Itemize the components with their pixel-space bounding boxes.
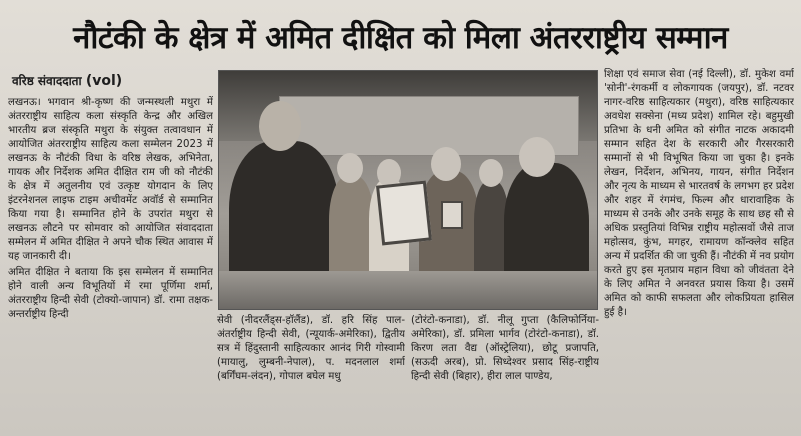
article-column-4: [604, 68, 794, 432]
byline: [12, 72, 212, 89]
photo-person-head: [337, 153, 363, 183]
article-column-1: [8, 96, 213, 432]
article-paragraph: शिक्षा एवं समाज सेवा (नई दिल्ली), डॉ. मुकेश वर्मा 'सोनी'-रंगकर्मी व लोकगायक (जयपुर), डॉ. नटवर नागर-वरिष्ठ साहित्यकार (मथुरा), वरिष्ठ साहित्यकार अवधेश सक्सेना (मध्य प्रदेश) शामिल रहे। बहुमुखी प्रतिभा के धनी अमित को संगीत नाटक अकादमी सम्मान सहित देश के सरकारी और गैरसरकारी सम्मानों से भी विभूषित किया जा चुका है। इनके लेखन, निर्देशन, अभिनय, गायन, संगीत निर्देशन और नृत्य के माध्यम से भारतवर्ष के लगभग हर प्रदेश और शहर में रंगमंच, फिल्म और धारावाहिक के माध्यम से उनके और उनके समूह के साथ छह सौ से अधिक प्रस्तुतियां विभिन्न राष्ट्रीय महोत्सवों जैसे ताज महोत्सव, कुंभ, मगहर, रामायण कॉन्क्लेव सहित अन्य में प्रदर्शित की जा चुकी हैं। नौटंकी में नव प्रयोग करते हुए इस मृतप्राय महान विधा को जीवंतता देने के लिए अमित ने अनवरत प्रयास किया है। उसमें अमित को काफी सफलता और लोकप्रियता हासिल हुई है।: [604, 69, 794, 318]
byline-source: (vol): [85, 73, 123, 89]
photo-person-head: [259, 101, 301, 151]
headline: नौटंकी के क्षेत्र में अमित दीक्षित को मिला अंतरराष्ट्रीय सम्मान: [73, 20, 728, 56]
photo-person-head: [519, 137, 555, 177]
byline-label: वरिष्ठ संवाददाता: [12, 74, 82, 88]
photo-person-head: [431, 147, 461, 181]
photo-table: [219, 271, 597, 310]
photo-person: [329, 176, 374, 286]
award-ceremony-photo: [218, 70, 598, 310]
article-column-2: सेवी (नीदरलैंड्स-हॉलैंड), डॉ. हरि सिंह पाल-अंतर्राष्ट्रीय हिन्दी सेवी, (न्यूयार्क-अमेरिका), द्वितीय सत्र में हिंदुस्तानी साहित्यकार आनंद गिरी गोस्वामी (मायालु, लुम्बनी-नेपाल), प. मदनलाल शर्मा (बर्गिंघम-लंदन), गोपाल बघेल मधु: [217, 315, 405, 382]
article-columns-middle: [217, 314, 599, 432]
award-plaque: [376, 181, 432, 246]
award-plaque-small: [441, 201, 463, 229]
article-paragraph: अमित दीक्षित ने बताया कि इस सम्मेलन में सम्मानित होने वाली अन्य विभूतियों में रमा पूर्णिमा शर्मा, अंतरराष्ट्रीय हिन्दी सेवी (टोक्यो-जापान) डॉ. रामा तक्षक-अन्तर्राष्ट्रीय हिन्दी: [8, 267, 213, 320]
article-column-3: (टोरंटो-कनाडा), डॉ. नीलू गुप्ता (कैलिफोर्निया-अमेरिका), डॉ. प्रमिला भार्गव (टोरंटो-कनाडा), डॉ. किरण लता वैद्य (ऑस्ट्रेलिया), छोटू प्रजापति, (सऊदी अरब), प्रो. सिध्देश्वर प्रसाद सिंह-राष्ट्रीय हिन्दी सेवी (बिहार), हीरा लाल पाण्डेय,: [411, 315, 599, 382]
photo-person-head: [479, 159, 503, 187]
article-paragraph: लखनऊ। भगवान श्री-कृष्ण की जन्मस्थली मथुरा में अंतरराष्ट्रीय साहित्य कला संस्कृति केन्द्र और अखिल भारतीय ब्रज संस्कृति मथुरा के संयुक्त तत्वावधान में आयोजित अंतरराष्ट्रीय साहित्य कला सम्मेलन 2023 में लखनऊ के नौटंकी विधा के वरिष्ठ लेखक, अभिनेता, गायक और निर्देशक अमित दीक्षित राम जी को नौटंकी के क्षेत्र में अतुलनीय एवं उत्कृष्ट योगदान के लिए इंटरनेशनल लाइफ टाइम अचीवमेंट अवॉर्ड से सम्मानित किया गया है। सम्मानित होने के उपरांत मथुरा से लखनऊ लौटने पर सोमवार को आयोजित संवाददाता सम्मेलन में अमित दीक्षित ने अपने चौक स्थित आवास में यह जानकारी दी।: [8, 97, 213, 262]
